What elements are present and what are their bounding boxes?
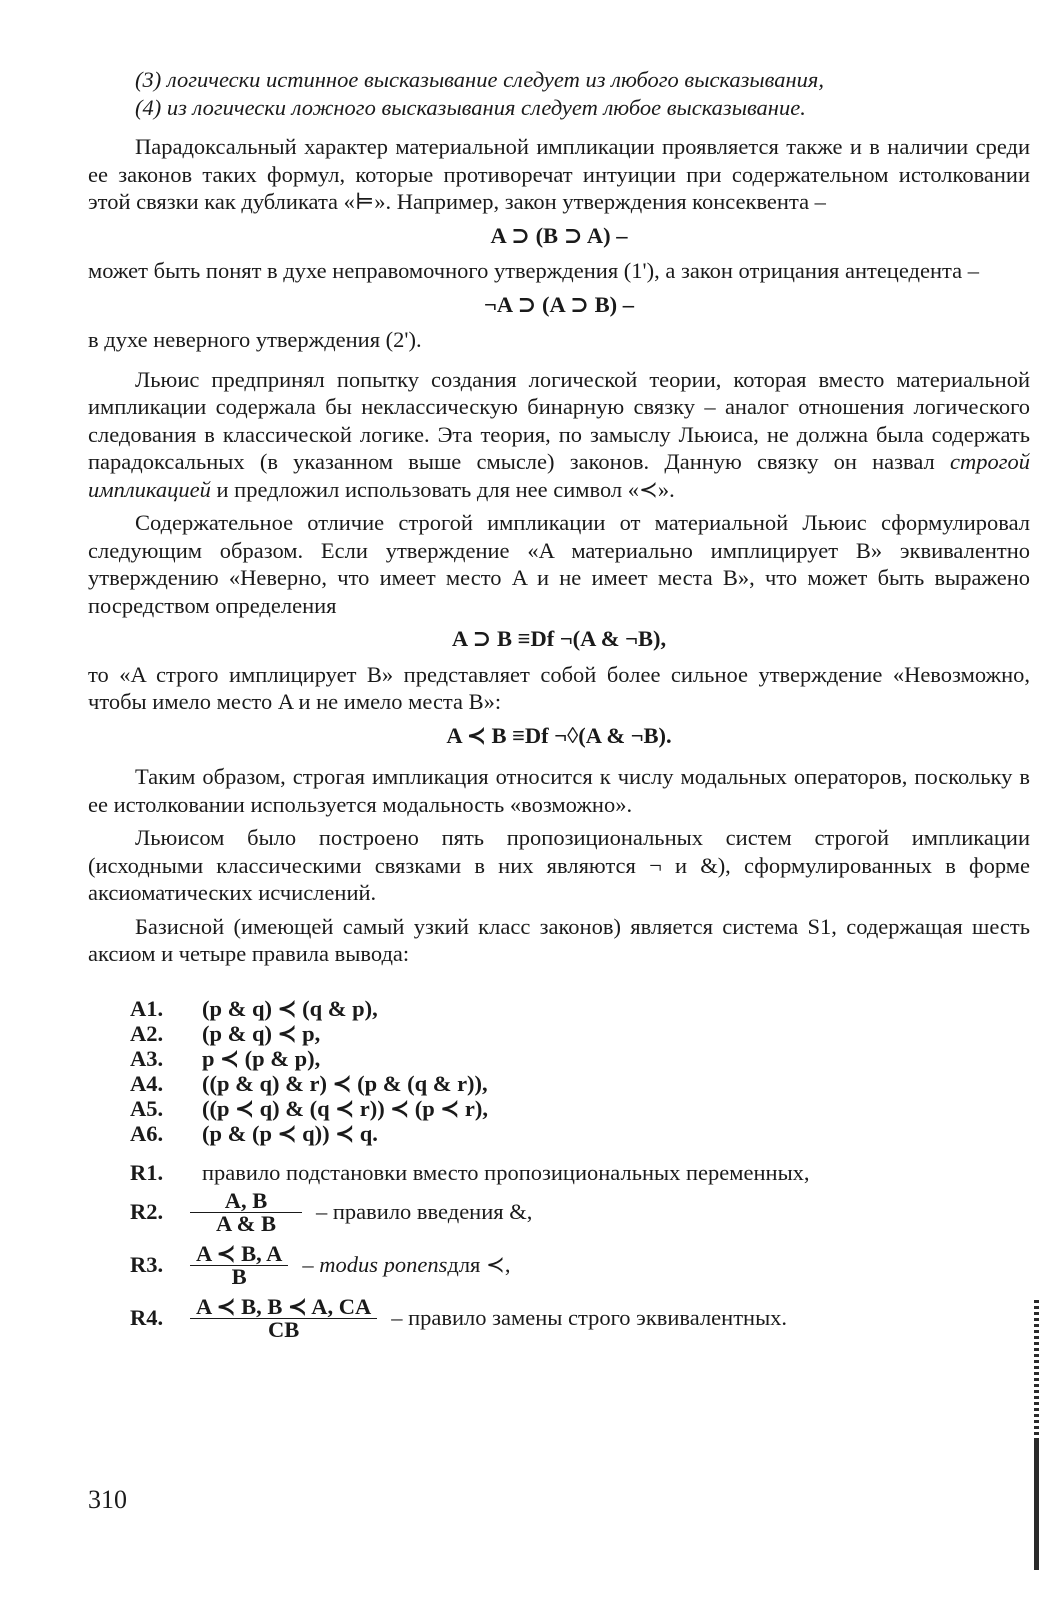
axiom-row (88, 996, 1030, 1021)
axiom-formula: (p & (p ≺ q)) ≺ q. (202, 1120, 378, 1146)
paragraph: Базисной (имеющей самый узкий класс законов) является система S1, содержащая шесть аксиом и четыре правила вывода: (88, 913, 1030, 966)
axiom-label: A4. (130, 1070, 164, 1096)
fraction-denominator: B (190, 1265, 288, 1288)
text-run: Льюис предпринял попытку создания логической теории, которая вместо материальной импликации содержала бы неклассическую бинарную связку – аналог отношения логического следования в классической логике. Эта теория, по замыслу Льюиса, не должна была содержать парадоксальных (в указанном выше смысле) законов. Данную связку он назвал (88, 366, 1030, 474)
rule-list (88, 1160, 1030, 1341)
axiom-row (88, 1096, 1030, 1121)
paragraph: Содержательное отличие строгой импликации от материальной Льюис сформулировал следующим образом. Если утверждение «A материально имплицирует B» эквивалентно утверждению «Неверно, что имеет место A и не имеет места B», что может быть выражено посредством определения (88, 510, 1030, 618)
axiom-row (88, 1021, 1030, 1046)
rule-row (88, 1160, 1030, 1186)
formula: A ⊃ B ≡Df ¬(A & ¬B), (451, 626, 667, 651)
paragraph: то «A строго имплицирует B» представляет собой более сильное утверждение «Невозможно, чтобы имело место A и не имело места B»: (88, 661, 1030, 714)
axiom-label: A1. (130, 995, 164, 1021)
fraction-denominator: CB (190, 1318, 377, 1341)
axiom-row (88, 1046, 1030, 1071)
axiom-label: A2. (130, 1020, 164, 1046)
axiom-formula: p ≺ (p & p), (202, 1045, 321, 1071)
text-run: и предложил использовать для нее символ «≺». (210, 476, 675, 502)
axiom-row (88, 1071, 1030, 1096)
paragraph: Таким образом, строгая импликация относится к числу модальных операторов, поскольку в ее истолковании используется модальность «возможно». (88, 764, 1030, 817)
fraction-numerator: A ≺ B, A (196, 1240, 283, 1266)
rule-text: – правило введения &, (316, 1199, 533, 1224)
paragraph (88, 366, 1030, 504)
list-item: (3) логически истинное высказывание следует из любого высказывания, (135, 67, 825, 92)
axiom-label: A3. (130, 1045, 164, 1071)
rule-text: для ≺, (447, 1252, 511, 1277)
rule-text: правило подстановки вместо пропозициональных переменных, (202, 1159, 810, 1185)
paragraph: Парадоксальный характер материальной импликации проявляется также и в наличии среди ее законов таких формул, которые противоречат интуиции при содержательном истолковании этой связки как дубликата «⊨». Например, закон утверждения консеквента – (88, 134, 1030, 214)
rule-text-italic: – modus ponens (302, 1252, 448, 1277)
axiom-formula: (p & q) ≺ p, (202, 1020, 321, 1046)
rule-label: R4. (130, 1305, 164, 1330)
numbered-list (88, 66, 1030, 121)
fraction-numerator: A ≺ B, B ≺ A, CA (196, 1293, 372, 1319)
axiom-formula: ((p ≺ q) & (q ≺ r)) ≺ (p ≺ r), (202, 1095, 488, 1121)
paragraph: Льюисом было построено пять пропозициональных систем строгой импликации (исходными классическими связками в них являются ¬ и &), сформулированных в форме аксиоматических исчислений. (88, 825, 1030, 905)
paragraph: в духе неверного утверждения (2'). (88, 327, 422, 352)
inference-fraction (190, 1240, 288, 1289)
rule-label: R3. (130, 1252, 164, 1277)
inference-fraction (190, 1293, 377, 1342)
axiom-list (88, 996, 1030, 1146)
paragraph: может быть понят в духе неправомочного утверждения (1'), а закон отрицания антецедента – (88, 258, 979, 283)
axiom-formula: (p & q) ≺ (q & p), (202, 995, 378, 1021)
axiom-label: A5. (130, 1095, 164, 1121)
italic-term: строгой импликацией (88, 449, 1030, 502)
rule-row (88, 1293, 1030, 1342)
fraction-numerator: A, B (224, 1187, 268, 1213)
axiom-label: A6. (130, 1120, 164, 1146)
axiom-formula: ((p & q) & r) ≺ (p & (q & r)), (202, 1070, 488, 1096)
rule-label: R2. (130, 1199, 164, 1224)
list-item: (4) из логически ложного высказывания следует любое высказывание. (135, 94, 806, 120)
inference-fraction (190, 1187, 302, 1236)
rule-row (88, 1240, 1030, 1289)
rule-row (88, 1187, 1030, 1236)
page-number: 310 (88, 1485, 127, 1514)
formula: ¬A ⊃ (A ⊃ B) – (484, 291, 634, 317)
formula: A ≺ B ≡Df ¬◊(A & ¬B). (446, 722, 672, 748)
fraction-denominator: A & B (190, 1212, 302, 1235)
rule-text: – правило замены строго эквивалентных. (391, 1305, 788, 1330)
formula: A ⊃ (B ⊃ A) – (490, 222, 628, 248)
rule-label: R1. (130, 1159, 164, 1185)
page-content (88, 66, 1030, 1341)
scan-edge-mark (1034, 1440, 1039, 1570)
axiom-row (88, 1121, 1030, 1146)
